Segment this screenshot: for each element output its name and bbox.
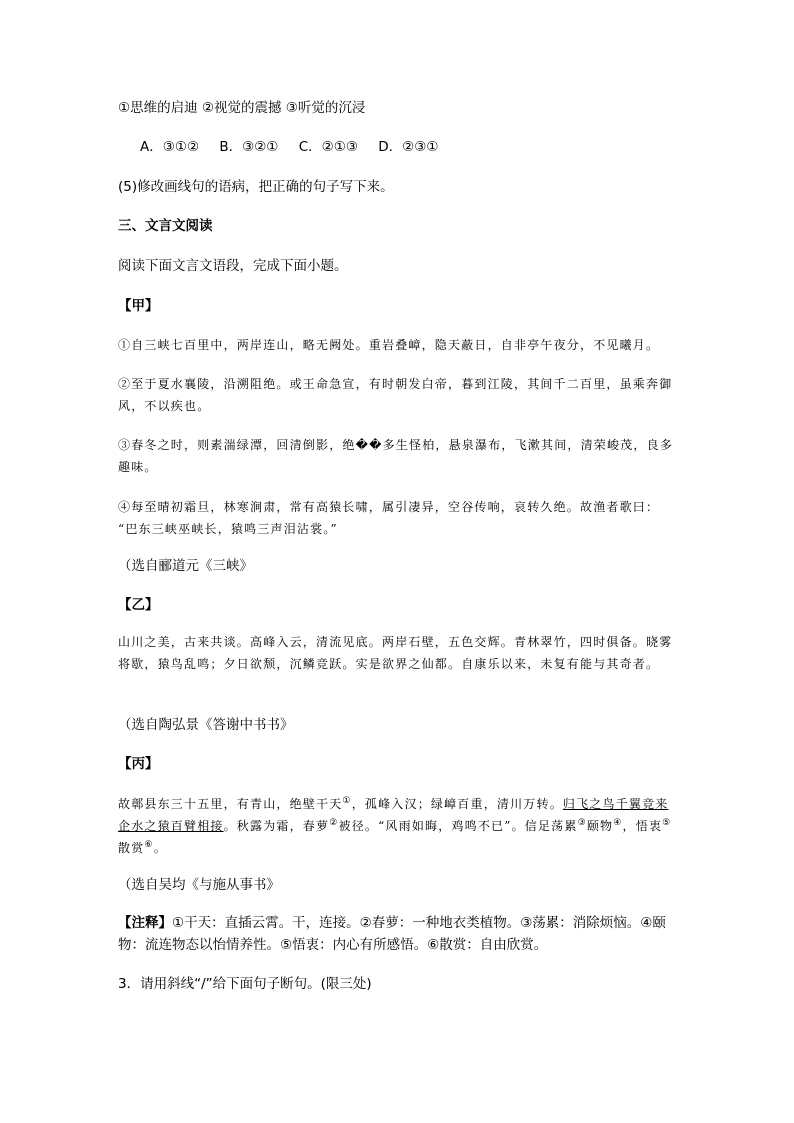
bing-text: 颐物 [586, 819, 614, 833]
jia-paragraph-4-line-1: ④每至晴初霜旦，林寒涧肃，常有高猿长啸，属引凄异，空谷传响，哀转久绝。故渔者歌曰： [118, 500, 660, 514]
note-marker: ④ [613, 818, 623, 828]
yi-source: （选自陶弘景《答谢中书书》 [118, 717, 294, 733]
underlined-sentence: 归飞之鸟千翼竞来企水之猿百臂相接 [118, 797, 669, 833]
jia-source: （选自郦道元《三峡》 [118, 558, 253, 574]
question-3: 3．请用斜线“/”给下面句子断句。(限三处) [118, 976, 372, 992]
note-marker: ⑥ [144, 840, 154, 850]
notes-text: ①干天：直插云霄。干，连接。②春萝：一种地衣类植物。③荡累：消除烦恼。④颐物：流连物态以怡情养性。⑤悟衷：内心有所感悟。⑥散赏：自由欣赏。 [118, 915, 666, 953]
notes [118, 912, 678, 956]
note-marker: ③ [577, 818, 587, 828]
note-marker: ② [329, 818, 339, 828]
section-title: 三、文言文阅读 [118, 218, 213, 234]
bing-text: ，孤峰入汉；绿嶂百重，清川万转。 [351, 797, 563, 811]
notes-label: 【注释】 [118, 915, 172, 931]
jia-paragraph-3: ③春冬之时，则素湍绿潭，回清倒影，绝��多生怪柏，悬泉瀑布，飞漱其间，清荣峻茂，良多趣味。 [118, 438, 674, 474]
bing-paragraph [118, 793, 678, 859]
label-bing: 【丙】 [118, 756, 159, 772]
question-5: (5)修改画线句的语病，把正确的句子写下来。 [118, 179, 394, 195]
choice-row [140, 136, 700, 158]
label-yi: 【乙】 [118, 597, 159, 613]
bing-source: （选自吴均《与施从事书》 [118, 877, 280, 893]
options-line: ①思维的启迪 ②视觉的震撼 ③听觉的沉浸 [118, 100, 366, 116]
choice-d: D．②③① [378, 139, 439, 155]
bing-text: 散赏 [118, 841, 145, 855]
choice-c: C．②①③ [298, 139, 358, 155]
choice-a: A．③①② [140, 139, 200, 155]
jia-paragraph-2: ②至于夏水襄陵，沿溯阻绝。或王命急宣，有时朝发白帝，暮到江陵，其间千二百里，虽乘奔御风，不以疾也。 [118, 377, 673, 413]
yi-paragraph: 山川之美，古来共谈。高峰入云，清流见底。两岸石壁，五色交辉。青林翠竹，四时俱备。晓雾将歇，猿鸟乱鸣；夕日欲颓，沉鳞竞跃。实是欲界之仙都。自康乐以来，未复有能与其奇者。 [118, 635, 673, 671]
choice-b: B．③②① [219, 139, 279, 155]
note-marker: ⑤ [662, 818, 672, 828]
bing-text: 故鄣县东三十五里，有青山，绝壁干天 [118, 797, 343, 811]
reading-instruction: 阅读下面文言文语段，完成下面小题。 [118, 258, 348, 274]
bing-text: 。秋露为霜，春萝 [223, 819, 330, 833]
bing-text: 。 [153, 841, 167, 855]
jia-paragraph-1: ①自三峡七百里中，两岸连山，略无阙处。重岩叠嶂，隐天蔽日，自非亭午夜分，不见曦月。 [118, 338, 660, 352]
bing-text: ，悟衷 [622, 819, 663, 833]
note-marker: ① [342, 796, 352, 806]
bing-text: 被径。“风雨如晦，鸡鸣不已”。信足荡累 [338, 819, 578, 833]
jia-paragraph-4 [118, 496, 678, 540]
label-jia: 【甲】 [118, 298, 159, 314]
jia-paragraph-4-line-2: “巴东三峡巫峡长，猿鸣三声泪沾裳。” [118, 522, 338, 536]
